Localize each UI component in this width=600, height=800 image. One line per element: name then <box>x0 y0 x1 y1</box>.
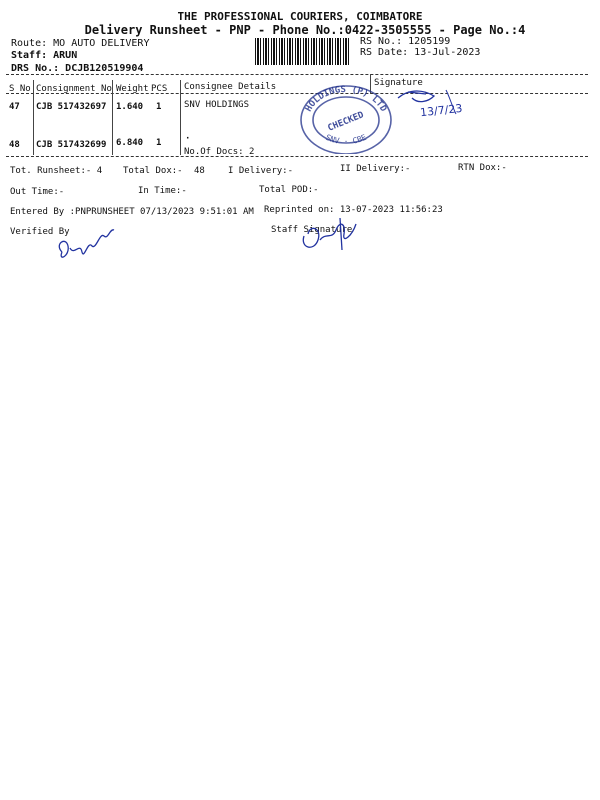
row-sno: 48 <box>9 140 20 150</box>
row-consignee: SNV HOLDINGS <box>184 100 250 110</box>
col-header-consignment: Consignment No <box>36 84 112 94</box>
route-label: Route: MO AUTO DELIVERY <box>11 38 150 49</box>
total-pod-label: Total POD:- <box>259 185 319 195</box>
table-bottom-divider <box>6 156 588 157</box>
verifier-signature <box>52 222 122 270</box>
verified-by-label: Verified By <box>10 227 70 237</box>
rs-date: RS Date: 13-Jul-2023 <box>360 47 481 58</box>
stamp-center-text: CHECKED <box>326 110 366 134</box>
row-consignee: · <box>185 134 191 144</box>
total-dox-value: 48 <box>194 166 205 176</box>
reprinted-on: Reprinted on: 13-07-2023 11:56:23 <box>264 205 443 215</box>
i-delivery-label: I Delivery:- <box>228 166 294 176</box>
svg-text:SNV · CBE <box>324 133 368 146</box>
row-pcs: 1 <box>156 138 162 148</box>
row-weight: 6.840 <box>116 138 144 148</box>
row-sno: 47 <box>9 102 20 112</box>
row-consignment-no: CJB 517432699 <box>36 140 107 150</box>
barcode <box>255 38 351 65</box>
runsheet-subtitle: Delivery Runsheet - PNP - Phone No.:0422-3505555 - Page No.:4 <box>84 23 526 37</box>
col-header-consignee: Consignee Details <box>184 82 277 92</box>
col-header-signature: Signature <box>374 78 423 88</box>
staff-label: Staff: ARUN <box>11 50 78 61</box>
rs-number: RS No.: 1205199 <box>360 36 451 47</box>
in-time-label: In Time:- <box>138 186 187 196</box>
out-time-label: Out Time:- <box>10 187 65 197</box>
rtn-dox-label: RTN Dox:- <box>458 163 507 173</box>
entered-by: Entered By :PNPRUNSHEET 07/13/2023 9:51:01 AM <box>10 207 254 217</box>
checked-stamp <box>298 82 394 154</box>
col-divider <box>112 80 113 155</box>
ii-delivery-label: II Delivery:- <box>340 164 411 174</box>
staff-signature <box>296 210 366 258</box>
col-header-weight: Weight <box>116 84 149 94</box>
staff-signature-label: Staff Signature <box>271 225 353 235</box>
col-header-sno: S No <box>9 84 31 94</box>
row-consignment-no: CJB 517432697 <box>36 102 107 112</box>
row-docs-count: No.Of Docs: 2 <box>184 147 255 157</box>
col-divider <box>180 80 181 155</box>
stamp-bottom-text: SNV · CBE <box>324 132 368 147</box>
total-dox-label: Total Dox:- <box>123 166 183 176</box>
row-pcs: 1 <box>156 102 162 112</box>
row-weight: 1.640 <box>116 102 144 112</box>
top-divider <box>6 74 588 75</box>
col-header-pcs: PCS <box>151 84 168 94</box>
drs-number: DRS No.: DCJB120519904 <box>11 63 144 74</box>
col-divider <box>33 80 34 155</box>
stamp-top-text: HOLDINGS (P) LTD <box>303 84 389 114</box>
company-title: THE PROFESSIONAL COURIERS, COIMBATORE <box>177 10 423 23</box>
handwritten-date: 13/7/23 <box>419 101 463 120</box>
tot-runsheet: Tot. Runsheet:- 4 <box>10 166 103 176</box>
